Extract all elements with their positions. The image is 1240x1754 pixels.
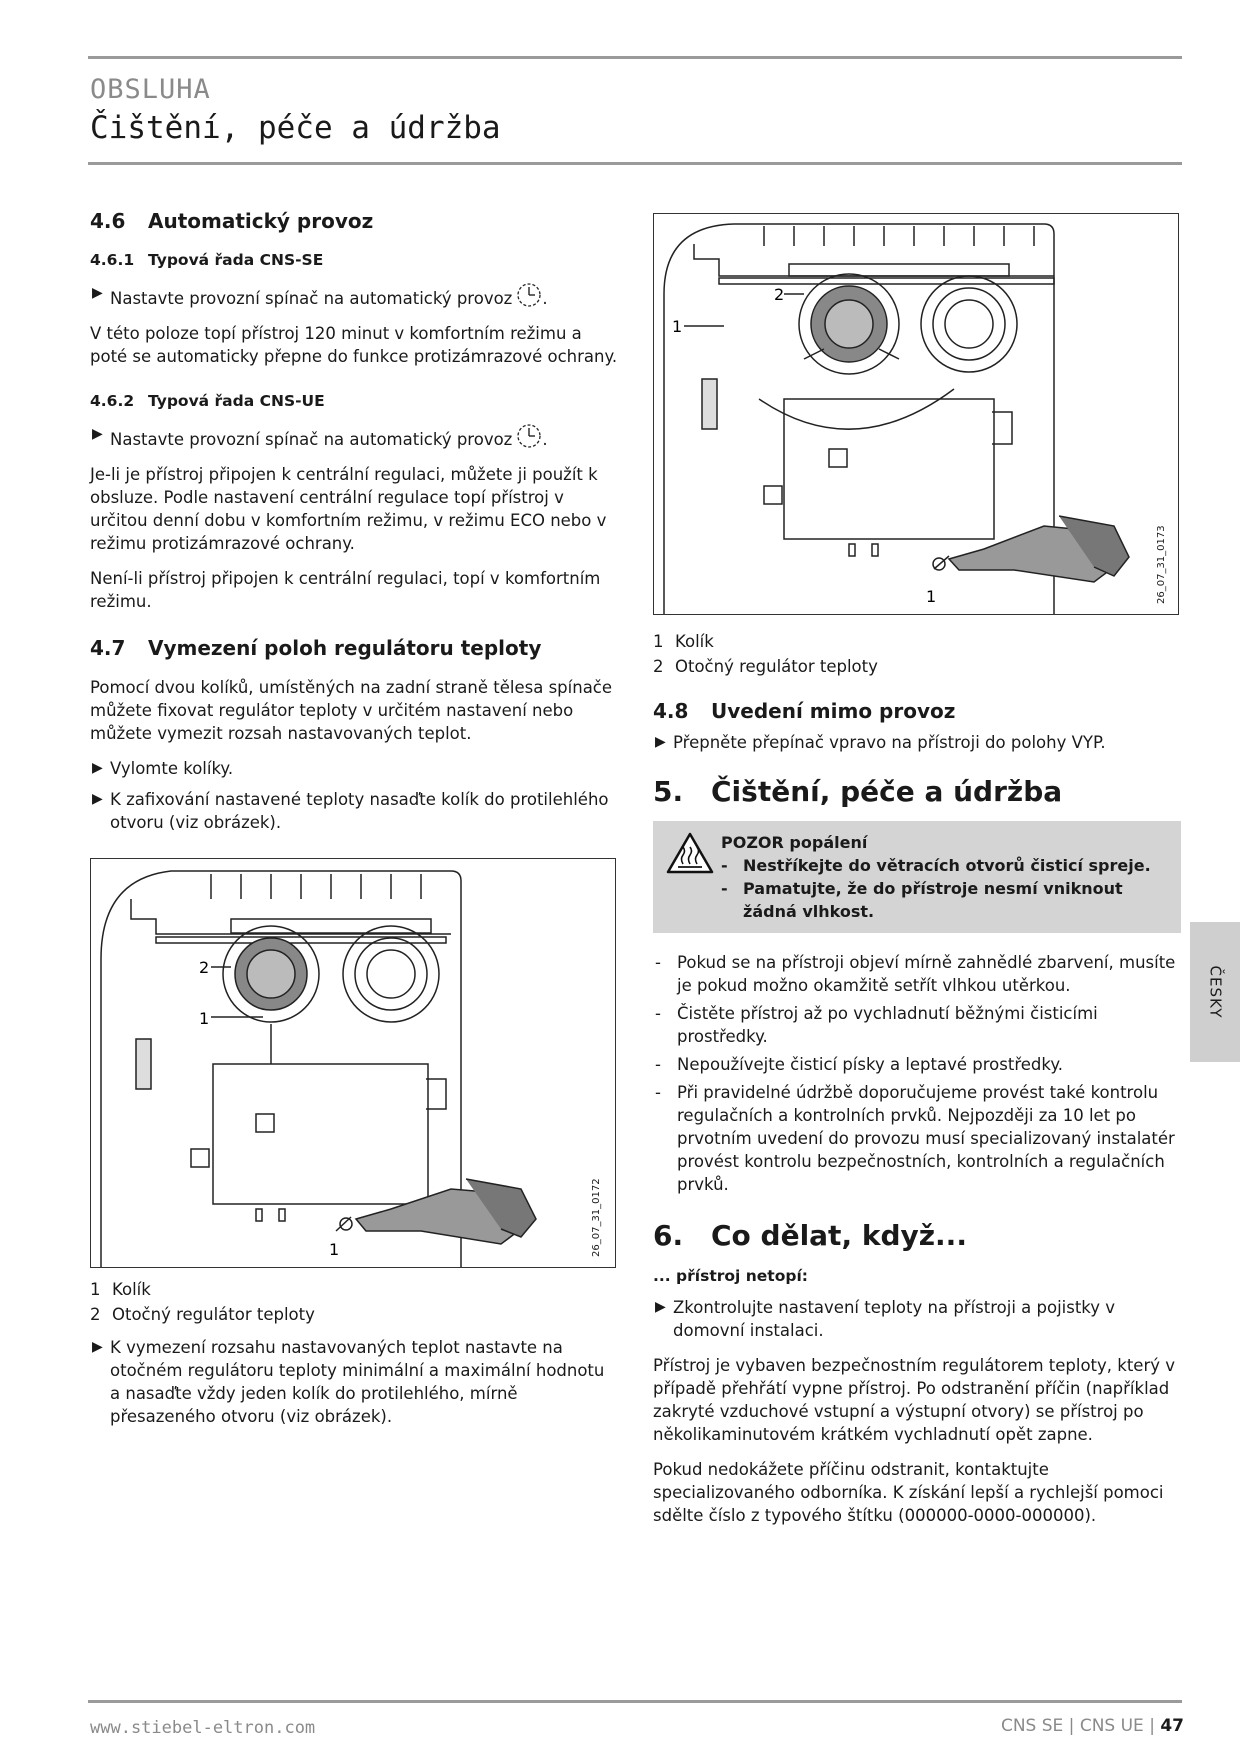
figure-code: 26_07_31_0173: [1156, 525, 1167, 604]
page-number: 47: [1160, 1716, 1184, 1736]
language-tab: ČESKY: [1190, 922, 1240, 1062]
heading-6: 6. Co dělat, když...: [653, 1219, 967, 1252]
bullet-arrow-icon: ▶: [92, 760, 103, 776]
top-rule: [88, 56, 1182, 59]
left-column-bottom: [90, 1272, 618, 1436]
text-6-b: Pokud nedokážete příčinu odstranit, kontaktujte specializovaného odborníka. K získání lepší a rychlejší pomoci sdělte číslo z typového štítku (000000-0000-000000).: [653, 1460, 1164, 1525]
heading-5: 5. Čištění, péče a údržba: [653, 775, 1063, 808]
bullet-arrow-icon: ▶: [92, 791, 103, 807]
warning-item: - Pamatujte, že do přístroje nesmí vniknout žádná vlhkost.: [721, 879, 1123, 921]
warning-content: [721, 831, 1169, 923]
heading-4-6-1: 4.6.1 Typová řada CNS-SE: [90, 251, 324, 269]
figure-left: [90, 858, 616, 1268]
figure-right: [653, 213, 1179, 615]
warning-box: [653, 821, 1181, 933]
bullet-arrow-icon: ▶: [92, 426, 103, 442]
left-column: [90, 210, 618, 842]
clock-icon: [516, 423, 542, 455]
fig-right-label-1b: 1: [926, 587, 937, 606]
heading-4-6-2: 4.6.2 Typová řada CNS-UE: [90, 392, 325, 410]
subheading-netopi: ... přístroj netopí:: [653, 1267, 808, 1285]
hot-surface-warning-icon: [665, 831, 721, 923]
section-label: OBSLUHA: [90, 74, 211, 105]
footer-url: www.stiebel-eltron.com: [90, 1718, 316, 1738]
figure-code: 26_07_31_0172: [591, 1178, 602, 1257]
heater-illustration-range-limit: [654, 214, 1178, 614]
fig-left-label-1b: 1: [329, 1240, 340, 1259]
text-4-6-2-a: Je-li je přístroj připojen k centrální regulaci, můžete ji použít k obsluze. Podle nastavení centrální regulace topí přístroj v určitou denní dobu v komfortním režimu, v režimu ECO nebo v režimu protizámrazové ochrany.: [90, 465, 607, 553]
step-4-7-1: ▶ Vylomte kolíky.: [92, 759, 234, 778]
care-item-4: - Při pravidelné údržbě doporučujeme provést také kontrolu regulačních a kontrolních prvků. Nejpozději za 10 let po prvotním uvedení do provozu musí specializovaný instalatér provést kontrolu bezpečnostních, kontrolních a regulačních prvků.: [655, 1083, 1175, 1194]
header-rule: [88, 162, 1182, 165]
clock-icon: [516, 282, 542, 314]
heater-illustration-pin-fixed: [91, 859, 615, 1267]
text-4-7: Pomocí dvou kolíků, umístěných na zadní straně tělesa spínače můžete fixovat regulátor teploty v určitém nastavení nebo můžete vymezit rozsah nastavovaných teplot.: [90, 678, 613, 743]
fig-left-label-2: 2: [199, 958, 210, 977]
step-4-8: ▶ Přepněte přepínač vpravo na přístroji do polohy VYP.: [655, 733, 1106, 752]
caption-1: 1 Kolík: [90, 1280, 151, 1299]
step-4-6-1: ▶ Nastavte provozní spínač na automatický provoz .: [90, 282, 618, 314]
text-4-6-1: V této poloze topí přístroj 120 minut v komfortním režimu a poté se automaticky přepne do funkce protizámrazové ochrany.: [90, 324, 618, 366]
warning-item: - Nestříkejte do větracích otvorů čisticí spreje.: [721, 856, 1151, 875]
caption-1: 1 Kolík: [653, 632, 714, 651]
page-title: Čištění, péče a údržba: [90, 110, 501, 146]
right-column: [653, 624, 1181, 1539]
heading-4-8: 4.8 Uvedení mimo provoz: [653, 699, 956, 723]
bullet-arrow-icon: ▶: [655, 1299, 666, 1315]
step-4-7-2: ▶ K zafixování nastavené teploty nasaďte kolík do protilehlého otvoru (viz obrázek).: [92, 790, 609, 832]
heading-4-7: 4.7 Vymezení poloh regulátoru teploty: [90, 636, 542, 660]
care-item-1: - Pokud se na přístroji objeví mírně zahnědlé zbarvení, musíte je pokud možno okamžitě setřít vlhkou utěrkou.: [655, 953, 1176, 995]
footer-rule: [88, 1700, 1182, 1703]
heading-4-6: 4.6 Automatický provoz: [90, 209, 374, 233]
care-item-3: - Nepoužívejte čisticí písky a leptavé prostředky.: [655, 1055, 1064, 1074]
text-4-6-2-b: Není-li přístroj připojen k centrální regulaci, topí v komfortním režimu.: [90, 569, 601, 611]
caption-2: 2 Otočný regulátor teploty: [653, 657, 878, 676]
bullet-arrow-icon: ▶: [92, 1339, 103, 1355]
care-item-2: - Čistěte přístroj až po vychladnutí běžnými čisticími prostředky.: [655, 1004, 1098, 1046]
fig-right-label-1: 1: [672, 317, 683, 336]
fig-left-label-1: 1: [199, 1009, 210, 1028]
caption-2: 2 Otočný regulátor teploty: [90, 1305, 315, 1324]
figure-right-captions: [653, 630, 1181, 678]
step-4-6-2: ▶ Nastavte provozní spínač na automatický provoz .: [90, 423, 618, 455]
footer-models: CNS SE | CNS UE |: [1000, 1716, 1155, 1736]
step-6: ▶ Zkontrolujte nastavení teploty na přístroji a pojistky v domovní instalaci.: [655, 1298, 1116, 1340]
step-4-7-3: ▶ K vymezení rozsahu nastavovaných teplot nastavte na otočném regulátoru teploty minimální a maximální hodnotu a nasaďte vždy jeden kolík do protilehlého, mírně přesazeného otvoru (viz obrázek).: [92, 1338, 605, 1426]
text-6-a: Přístroj je vybaven bezpečnostním regulátorem teploty, který v případě přehřátí vypne přístroj. Po odstranění příčin (například zakryté vzduchové vstupní a výstupní otvory) se přístroj po několikaminutovém krátkém vychladnutí opět zapne.: [653, 1356, 1175, 1444]
warning-title: POZOR popálení: [721, 833, 868, 852]
figure-left-captions: [90, 1278, 618, 1326]
fig-right-label-2: 2: [774, 285, 785, 304]
footer-right: [1001, 1716, 1184, 1736]
bullet-arrow-icon: ▶: [655, 734, 666, 750]
bullet-arrow-icon: ▶: [92, 285, 103, 301]
